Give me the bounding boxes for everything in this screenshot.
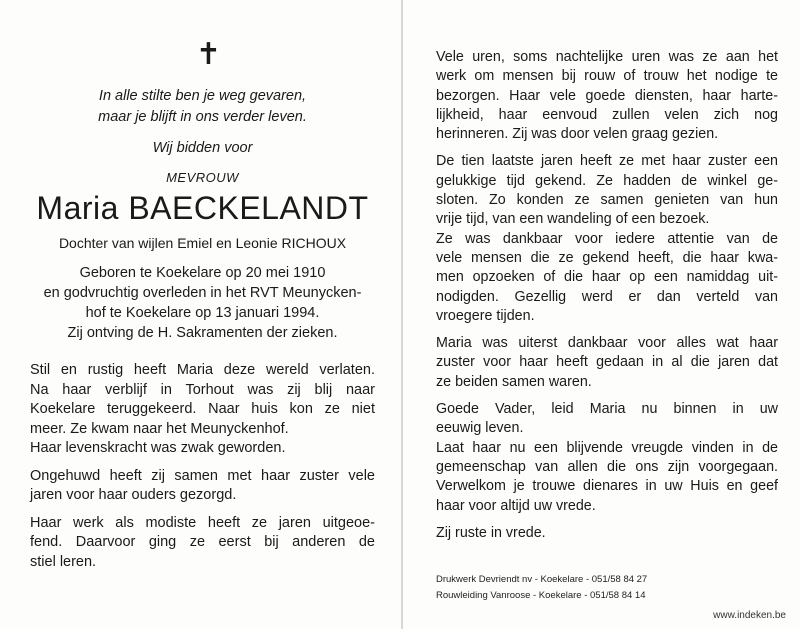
- right-paragraph: [436, 400, 778, 516]
- right-paragraph: [436, 524, 778, 543]
- text-line: stiel leren.: [30, 553, 97, 570]
- site-watermark: www.indeken.be: [713, 610, 786, 621]
- text-line: Haar levenskracht was zwak geworden.: [30, 440, 286, 456]
- text-line: men opzoeken of die haar op een namiddag uit-: [436, 269, 778, 286]
- parents-line: Dochter van wijlen Emiel en Leonie RICHOUX: [58, 235, 347, 251]
- text-line: fend. Daarvoor ging ze eerst bij anderen de: [30, 534, 375, 550]
- born-line: Zij ontving de H. Sakramenten der zieken.: [67, 325, 338, 341]
- text-line: Verwelkom je trouwe dienares in uw Huis en geef: [436, 478, 778, 495]
- left-paragraph: [30, 467, 375, 506]
- text-line: sloten. Zo konden ze samen genieten van hun: [436, 192, 778, 209]
- text-line: vele mensen die ze gekend heeft, die haar kwa-: [436, 249, 778, 266]
- text-line: werk om mensen bij rouw of trouw het nodige te: [436, 68, 778, 85]
- born-line: Geboren te Koekelare op 20 mei 1910: [79, 265, 326, 281]
- text-line: Laat haar nu een blijvende vreugde vinden in de: [436, 439, 778, 456]
- text-line: jaren voor haar ouders gezorgd.: [30, 487, 237, 503]
- text-line: bezorgen. Haar vele goede diensten, haar harte-: [436, 87, 778, 104]
- text-line: Haar werk als modiste heeft ze jaren uitgeoe-: [30, 514, 375, 531]
- cross-icon: ✝: [195, 37, 222, 72]
- pray-line: Wij bidden voor: [152, 140, 253, 156]
- title-mevrouw: MEVROUW: [166, 170, 239, 185]
- verse-line: In alle stilte ben je weg gevaren,: [98, 88, 307, 104]
- text-line: herinneren. Zij was door velen graag gezien.: [436, 126, 719, 143]
- verse: [30, 86, 375, 128]
- text-line: vrije tijd, van een wandeling of een bezoek.: [436, 211, 710, 228]
- text-line: ze beiden samen waren.: [436, 373, 592, 390]
- text-line: Stil en rustig heeft Maria deze wereld verlaten.: [30, 362, 375, 378]
- left-paragraph: [30, 514, 375, 573]
- text-line: De tien laatste jaren heeft ze met haar zuster een: [436, 153, 778, 170]
- text-line: Ongehuwd heeft zij samen met haar zuster vele: [30, 467, 375, 484]
- text-line: Na haar verblijf in Torhout was zij blij naar: [30, 381, 375, 398]
- text-line: gemeenschap van allen die ons zijn voorgegaan.: [436, 458, 778, 475]
- deceased-name: Maria BAECKELANDT: [36, 190, 369, 226]
- right-panel: [436, 48, 778, 551]
- text-line: haar voor altijd uw vrede.: [436, 497, 596, 514]
- text-line: Ze was dankbaar voor iedere attentie van de: [436, 230, 778, 247]
- text-line: Koekelare teruggekeerd. Naar huis kon ze niet: [30, 401, 375, 417]
- text-line: eeuwig leven.: [436, 420, 524, 437]
- right-paragraph: [436, 152, 778, 326]
- left-panel: [30, 37, 375, 580]
- text-line: meer. Ze kwam naar het Meunyckenhof.: [30, 420, 289, 437]
- right-paragraph: [436, 334, 778, 392]
- text-line: vroegere tijden.: [436, 307, 535, 324]
- printer-info: [436, 572, 736, 604]
- funeral-line: Rouwleiding Vanroose - Koekelare - 051/58 84 14: [436, 590, 646, 601]
- left-paragraph: [30, 361, 375, 459]
- text-line: lijkheid, haar eenvoud zullen velen zich nog: [436, 106, 778, 123]
- verse-line: maar je blijft in ons verder leven.: [98, 109, 307, 125]
- card-fold: [401, 0, 403, 629]
- text-line: Zij ruste in vrede.: [436, 524, 546, 541]
- born-line: en godvruchtig overleden in het RVT Meunycken-: [43, 285, 362, 301]
- birth-death-info: [30, 263, 375, 343]
- text-line: zuster voor haar heeft gedaan in al die jaren dat: [436, 354, 778, 371]
- text-line: Maria was uiterst dankbaar voor alles wat haar: [436, 335, 778, 352]
- right-paragraph: [436, 48, 778, 144]
- text-line: Vele uren, soms nachtelijke uren was ze aan het: [436, 49, 778, 65]
- text-line: nodigden. Gezellig werd er dan verteld van: [436, 288, 778, 305]
- text-line: Goede Vader, leid Maria nu binnen in uw: [436, 401, 778, 418]
- born-line: hof te Koekelare op 13 januari 1994.: [85, 305, 320, 321]
- printer-line: Drukwerk Devriendt nv - Koekelare - 051/58 84 27: [436, 574, 648, 585]
- text-line: gelukkige tijd gekend. Ze hadden de winkel ge-: [436, 172, 778, 189]
